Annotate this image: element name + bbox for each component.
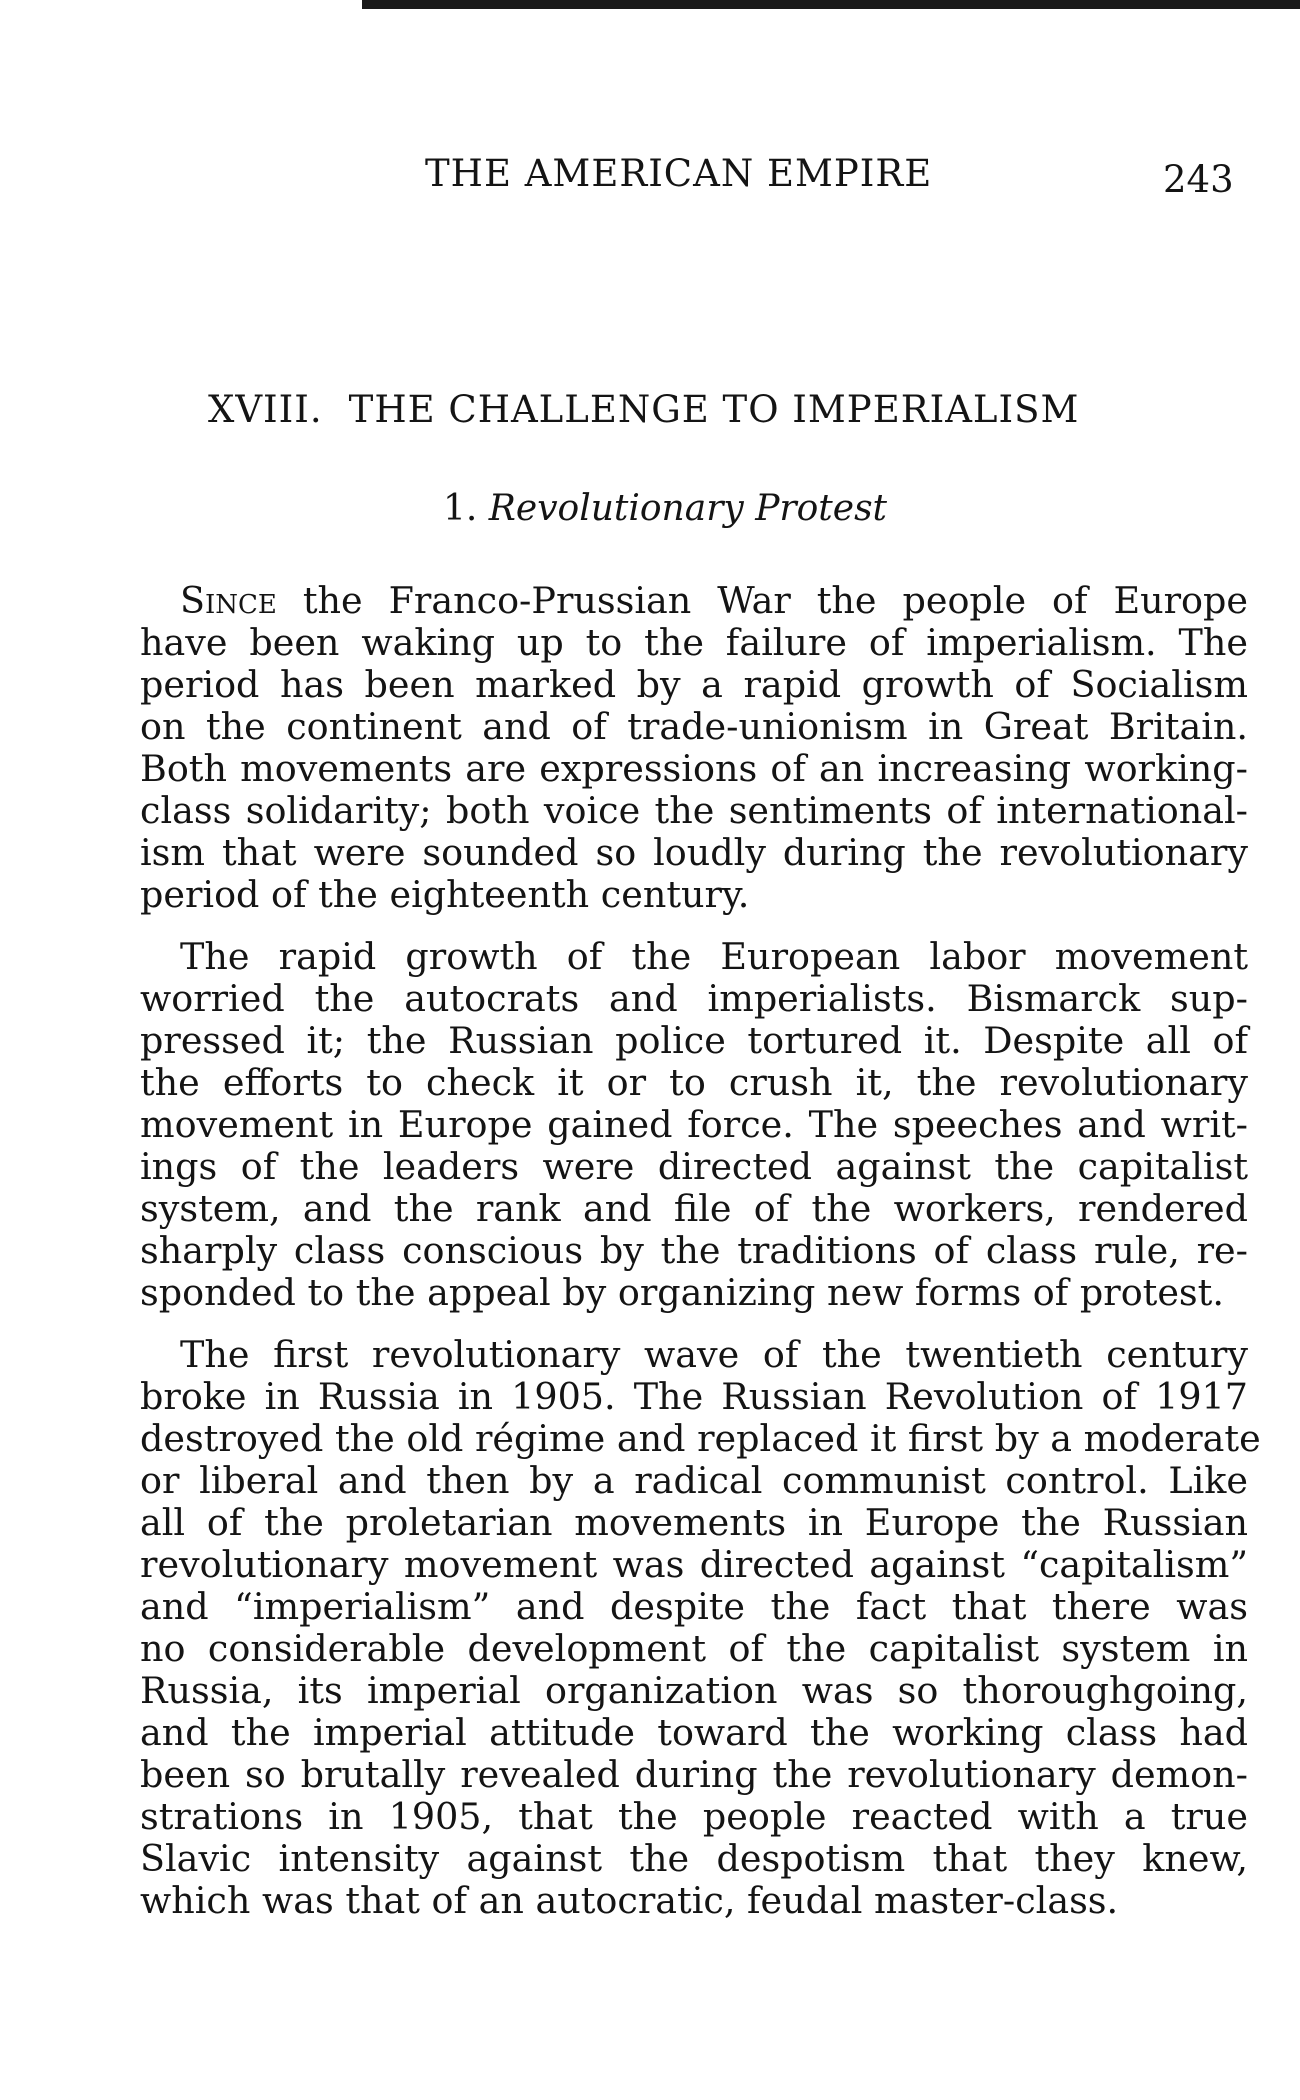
text-line xyxy=(140,580,1248,622)
text-line: all of the proletarian movements in Europe the Russian xyxy=(140,1501,1248,1544)
text-line: class solidarity; both voice the sentiments of international- xyxy=(140,789,1248,832)
paragraph-3 xyxy=(140,1333,1261,1922)
text-line: on the continent and of trade-unionism in Great Britain. xyxy=(140,705,1248,748)
text-line: Both movements are expressions of an increasing working- xyxy=(140,747,1248,790)
text-line: period has been marked by a rapid growth of Socialism xyxy=(140,663,1248,706)
top-rule xyxy=(362,0,1300,9)
text-line: the efforts to check it or to crush it, the revolutionary xyxy=(140,1061,1248,1104)
text-line: movement in Europe gained force. The speeches and writ- xyxy=(140,1103,1248,1146)
chapter-heading xyxy=(208,388,1198,431)
text-line: have been waking up to the failure of imperialism. The xyxy=(140,621,1248,664)
text-line: ism that were sounded so loudly during the revolutionary xyxy=(140,831,1248,874)
text-line: and “imperialism” and despite the fact that there was xyxy=(140,1585,1248,1628)
body-text xyxy=(140,579,1261,1942)
running-head xyxy=(0,152,1300,212)
text-line: The rapid growth of the European labor movement xyxy=(180,935,1248,978)
chapter-number: XVIII. xyxy=(208,388,323,431)
paragraph-2 xyxy=(140,936,1248,1314)
page-number: 243 xyxy=(1163,158,1234,201)
text-line: sponded to the appeal by organizing new forms of protest. xyxy=(140,1271,1224,1314)
text-line: no considerable development of the capitalist system in xyxy=(140,1627,1248,1670)
running-title: THE AMERICAN EMPIRE xyxy=(425,152,933,195)
text-line: revolutionary movement was directed against “capitalism” xyxy=(140,1543,1248,1586)
text-line-rest: the Franco-Prussian War the people of Europe xyxy=(276,579,1248,622)
text-line: system, and the rank and file of the workers, rendered xyxy=(140,1187,1248,1230)
text-line: destroyed the old régime and replaced it first by a moderate xyxy=(140,1417,1261,1460)
text-line: which was that of an autocratic, feudal master-class. xyxy=(140,1879,1119,1922)
text-line: been so brutally revealed during the revolutionary demon- xyxy=(140,1753,1248,1796)
text-line: worried the autocrats and imperialists. Bismarck sup- xyxy=(140,977,1248,1020)
text-line: period of the eighteenth century. xyxy=(140,873,750,916)
text-line: strations in 1905, that the people reacted with a true xyxy=(140,1795,1248,1838)
text-line: The first revolutionary wave of the twentieth century xyxy=(180,1333,1248,1376)
text-line: and the imperial attitude toward the working class had xyxy=(140,1711,1248,1754)
text-line: or liberal and then by a radical communist control. Like xyxy=(140,1459,1248,1502)
lead-word: Since xyxy=(180,579,277,622)
text-line: ings of the leaders were directed against the capitalist xyxy=(140,1145,1248,1188)
chapter-title: THE CHALLENGE TO IMPERIALISM xyxy=(348,388,1080,431)
text-line: pressed it; the Russian police tortured it. Despite all of xyxy=(140,1019,1248,1062)
text-line: Russia, its imperial organization was so thoroughgoing, xyxy=(140,1669,1248,1712)
text-line: broke in Russia in 1905. The Russian Revolution of 1917 xyxy=(140,1375,1248,1418)
text-line: Slavic intensity against the despotism that they knew, xyxy=(140,1837,1248,1880)
paragraph-1 xyxy=(140,580,1248,916)
text-line: sharply class conscious by the traditions of class rule, re- xyxy=(140,1229,1248,1272)
section-title: Revolutionary Protest xyxy=(488,488,888,529)
section-heading xyxy=(0,488,1300,529)
section-number: 1. xyxy=(442,488,478,529)
